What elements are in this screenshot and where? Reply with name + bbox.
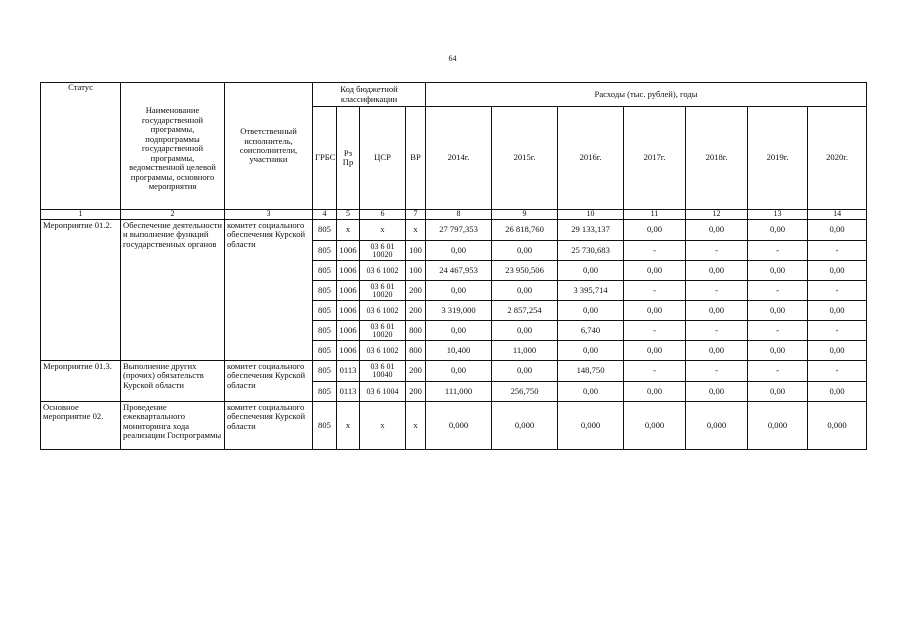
csr-cell: 03 6 01 10020 [360, 241, 406, 261]
grbs-cell: 805 [313, 281, 337, 301]
amount-cell: - [748, 241, 808, 261]
amount-cell: 0,00 [808, 261, 867, 281]
grbs-cell: 805 [313, 361, 337, 382]
grbs-cell: 805 [313, 301, 337, 321]
grbs-cell: 805 [313, 241, 337, 261]
amount-cell: 10,400 [426, 341, 492, 361]
amount-cell: 148,750 [558, 361, 624, 382]
amount-cell: 24 467,953 [426, 261, 492, 281]
amount-cell: 0,00 [748, 341, 808, 361]
column-index: 10 [558, 210, 624, 220]
amount-cell: 0,00 [748, 261, 808, 281]
amount-cell: 25 730,683 [558, 241, 624, 261]
amount-cell: 0,00 [808, 341, 867, 361]
amount-cell: - [808, 361, 867, 382]
amount-cell: 3 319,000 [426, 301, 492, 321]
column-index-row [41, 210, 867, 220]
rzpr-cell: 0113 [337, 382, 360, 402]
vr-cell: 100 [406, 261, 426, 281]
amount-cell: 0,00 [686, 301, 748, 321]
header-expenses: Расходы (тыс. рублей), годы [426, 83, 867, 107]
amount-cell: 0,00 [748, 382, 808, 402]
budget-expenses-table [40, 82, 867, 450]
csr-cell: x [360, 220, 406, 241]
responsible-cell: комитет социального обеспечения Курской области [225, 220, 313, 361]
status-cell: Основное мероприятие 02. [41, 402, 121, 450]
amount-cell: 0,00 [808, 301, 867, 321]
amount-cell: 0,000 [686, 402, 748, 450]
csr-cell: 03 6 01 10020 [360, 321, 406, 341]
amount-cell: 0,000 [624, 402, 686, 450]
program-name-cell: Обеспечение деятельности и выполнение функций государственных органов [121, 220, 225, 361]
header-year: 2020г. [808, 107, 867, 210]
amount-cell: 0,00 [624, 220, 686, 241]
amount-cell: 0,00 [748, 220, 808, 241]
csr-cell: 03 6 1002 [360, 301, 406, 321]
column-index: 14 [808, 210, 867, 220]
amount-cell: 0,00 [558, 301, 624, 321]
rzpr-cell: 1006 [337, 301, 360, 321]
header-year: 2014г. [426, 107, 492, 210]
amount-cell: 0,00 [686, 220, 748, 241]
amount-cell: - [808, 281, 867, 301]
grbs-cell: 805 [313, 261, 337, 281]
vr-cell: x [406, 402, 426, 450]
header-status: Статус [41, 83, 121, 210]
column-index: 7 [406, 210, 426, 220]
amount-cell: 0,000 [426, 402, 492, 450]
rzpr-cell: 1006 [337, 341, 360, 361]
vr-cell: 800 [406, 321, 426, 341]
amount-cell: - [748, 361, 808, 382]
amount-cell: 0,00 [686, 261, 748, 281]
amount-cell: 3 395,714 [558, 281, 624, 301]
header-budget-classification: Код бюджетной классификации [313, 83, 426, 107]
amount-cell: - [624, 361, 686, 382]
rzpr-cell: 1006 [337, 261, 360, 281]
amount-cell: 0,000 [748, 402, 808, 450]
csr-cell: 03 6 1002 [360, 341, 406, 361]
vr-cell: 200 [406, 382, 426, 402]
amount-cell: - [686, 281, 748, 301]
amount-cell: 0,00 [558, 261, 624, 281]
amount-cell: 0,00 [748, 301, 808, 321]
amount-cell: 0,00 [686, 341, 748, 361]
column-index: 1 [41, 210, 121, 220]
amount-cell: - [686, 241, 748, 261]
csr-cell: 03 6 1002 [360, 261, 406, 281]
amount-cell: 0,000 [492, 402, 558, 450]
grbs-cell: 805 [313, 382, 337, 402]
header-grbs: ГРБС [313, 107, 337, 210]
grbs-cell: 805 [313, 402, 337, 450]
amount-cell: 0,00 [624, 382, 686, 402]
amount-cell: 0,00 [558, 341, 624, 361]
column-index: 12 [686, 210, 748, 220]
amount-cell: - [808, 241, 867, 261]
rzpr-cell: x [337, 402, 360, 450]
table-row [41, 361, 867, 382]
amount-cell: 0,00 [808, 220, 867, 241]
program-name-cell: Проведение ежеквартального мониторинга хода реализации Госпрограммы [121, 402, 225, 450]
table-row [41, 220, 867, 241]
column-index: 3 [225, 210, 313, 220]
header-rzpr: Рз Пр [337, 107, 360, 210]
csr-cell: 03 6 01 10020 [360, 281, 406, 301]
amount-cell: 26 818,760 [492, 220, 558, 241]
amount-cell: - [624, 241, 686, 261]
header-csr: ЦСР [360, 107, 406, 210]
csr-cell: x [360, 402, 406, 450]
amount-cell: 0,00 [426, 241, 492, 261]
amount-cell: 0,00 [492, 281, 558, 301]
amount-cell: 6,740 [558, 321, 624, 341]
grbs-cell: 805 [313, 341, 337, 361]
vr-cell: x [406, 220, 426, 241]
header-year: 2019г. [748, 107, 808, 210]
column-index: 9 [492, 210, 558, 220]
grbs-cell: 805 [313, 321, 337, 341]
amount-cell: 0,00 [624, 301, 686, 321]
column-index: 8 [426, 210, 492, 220]
vr-cell: 200 [406, 281, 426, 301]
grbs-cell: 805 [313, 220, 337, 241]
amount-cell: 0,000 [558, 402, 624, 450]
amount-cell: - [748, 281, 808, 301]
rzpr-cell: 1006 [337, 321, 360, 341]
amount-cell: 0,00 [426, 361, 492, 382]
amount-cell: 256,750 [492, 382, 558, 402]
amount-cell: 0,00 [492, 321, 558, 341]
column-index: 13 [748, 210, 808, 220]
vr-cell: 800 [406, 341, 426, 361]
amount-cell: 0,00 [624, 261, 686, 281]
amount-cell: 0,00 [808, 382, 867, 402]
column-index: 2 [121, 210, 225, 220]
vr-cell: 200 [406, 361, 426, 382]
amount-cell: 0,000 [808, 402, 867, 450]
column-index: 5 [337, 210, 360, 220]
amount-cell: 0,00 [426, 321, 492, 341]
csr-cell: 03 6 1004 [360, 382, 406, 402]
amount-cell: 0,00 [624, 341, 686, 361]
column-index: 4 [313, 210, 337, 220]
vr-cell: 200 [406, 301, 426, 321]
program-name-cell: Выполнение других (прочих) обязательств Курской области [121, 361, 225, 402]
responsible-cell: комитет социального обеспечения Курской области [225, 402, 313, 450]
amount-cell: - [748, 321, 808, 341]
header-vr: ВР [406, 107, 426, 210]
amount-cell: - [624, 281, 686, 301]
header-year: 2015г. [492, 107, 558, 210]
column-index: 6 [360, 210, 406, 220]
rzpr-cell: 1006 [337, 281, 360, 301]
header-responsible: Ответственный исполнитель, соисполнители, участники [225, 83, 313, 210]
header-year: 2016г. [558, 107, 624, 210]
header-name: Наименование государственной программы, подпрограммы государственной программы, ведомственной целевой программы, основного мероприятия [121, 83, 225, 210]
page-number: 64 [448, 54, 457, 63]
rzpr-cell: x [337, 220, 360, 241]
status-cell: Мероприятие 01.2. [41, 220, 121, 361]
table-row [41, 402, 867, 450]
amount-cell: 111,000 [426, 382, 492, 402]
amount-cell: 0,00 [686, 382, 748, 402]
column-index: 11 [624, 210, 686, 220]
rzpr-cell: 1006 [337, 241, 360, 261]
amount-cell: - [624, 321, 686, 341]
amount-cell: 29 133,137 [558, 220, 624, 241]
amount-cell: 27 797,353 [426, 220, 492, 241]
amount-cell: - [686, 361, 748, 382]
amount-cell: - [808, 321, 867, 341]
header-year: 2018г. [686, 107, 748, 210]
vr-cell: 100 [406, 241, 426, 261]
amount-cell: 0,00 [492, 361, 558, 382]
amount-cell: 0,00 [558, 382, 624, 402]
responsible-cell: комитет социального обеспечения Курской области [225, 361, 313, 402]
rzpr-cell: 0113 [337, 361, 360, 382]
amount-cell: 11,000 [492, 341, 558, 361]
header-year: 2017г. [624, 107, 686, 210]
amount-cell: 0,00 [426, 281, 492, 301]
amount-cell: - [686, 321, 748, 341]
csr-cell: 03 6 01 10040 [360, 361, 406, 382]
amount-cell: 2 857,254 [492, 301, 558, 321]
amount-cell: 23 950,506 [492, 261, 558, 281]
amount-cell: 0,00 [492, 241, 558, 261]
status-cell: Мероприятие 01.3. [41, 361, 121, 402]
